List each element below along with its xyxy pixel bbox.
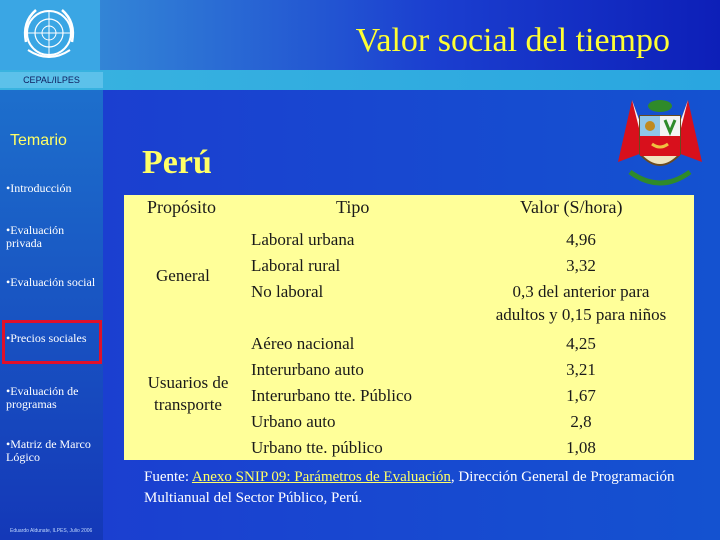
purpose-usuarios-transporte: Usuarios de transporte — [147, 373, 229, 414]
value-laboral-rural: 3,32 — [566, 256, 596, 275]
type-interurbano-auto: Interurbano auto — [251, 360, 364, 379]
type-laboral-rural: Laboral rural — [251, 256, 341, 275]
column-header-valor: Valor (S/hora) — [520, 197, 623, 217]
type-no-laboral: No laboral — [251, 282, 324, 301]
source-link[interactable]: Anexo SNIP 09: Parámetros de Evaluación — [191, 469, 451, 485]
column-header-proposito: Propósito — [147, 197, 217, 217]
value-interurbano-auto: 3,21 — [566, 360, 596, 379]
value-no-laboral-cont: adultos y 0,15 para niños — [495, 305, 667, 324]
type-interurbano-publico: Interurbano tte. Público — [251, 386, 412, 405]
source-prefix: Fuente: — [144, 469, 192, 485]
un-emblem-icon — [18, 2, 80, 64]
sidebar-item-introduccion[interactable]: •Introducción — [6, 181, 72, 195]
value-no-laboral: 0,3 del anterior para — [512, 282, 650, 301]
value-urbano-auto: 2,8 — [570, 412, 592, 431]
sidebar-item-marco-logico[interactable]: •Matriz de Marco Lógico — [6, 437, 91, 464]
slide-title: Valor social del tiempo — [355, 22, 670, 59]
sidebar-title: Temario — [10, 132, 67, 149]
sidebar-item-evaluacion-privada[interactable]: •Evaluación privada — [6, 223, 65, 250]
source-note — [144, 467, 704, 509]
value-interurbano-publico: 1,67 — [566, 386, 596, 405]
sidebar-item-precios-sociales[interactable]: •Precios sociales — [6, 331, 87, 345]
value-urbano-publico: 1,08 — [566, 438, 596, 457]
author-footer: Eduardo Aldunate, ILPES, Julio 2006 — [10, 528, 93, 534]
peru-coat-of-arms-icon — [610, 92, 710, 200]
logo-box — [0, 0, 100, 70]
type-urbano-auto: Urbano auto — [251, 412, 336, 431]
country-title: Perú — [142, 144, 212, 181]
type-urbano-publico: Urbano tte. público — [251, 438, 383, 457]
value-laboral-urbana: 4,96 — [566, 230, 596, 249]
purpose-general: General — [156, 266, 210, 285]
value-aereo-nacional: 4,25 — [566, 334, 596, 353]
sidebar-item-evaluacion-social[interactable]: •Evaluación social — [6, 275, 96, 289]
sidebar — [0, 90, 103, 540]
type-aereo-nacional: Aéreo nacional — [251, 334, 355, 353]
column-header-tipo: Tipo — [336, 197, 370, 217]
type-laboral-urbana: Laboral urbana — [251, 230, 355, 249]
source-suffix: , Dirección General de Programación Multianual del Sector Público, Perú. — [144, 469, 675, 506]
org-label: CEPAL/ILPES — [0, 72, 103, 88]
sidebar-item-evaluacion-programas[interactable]: •Evaluación de programas — [6, 384, 79, 411]
